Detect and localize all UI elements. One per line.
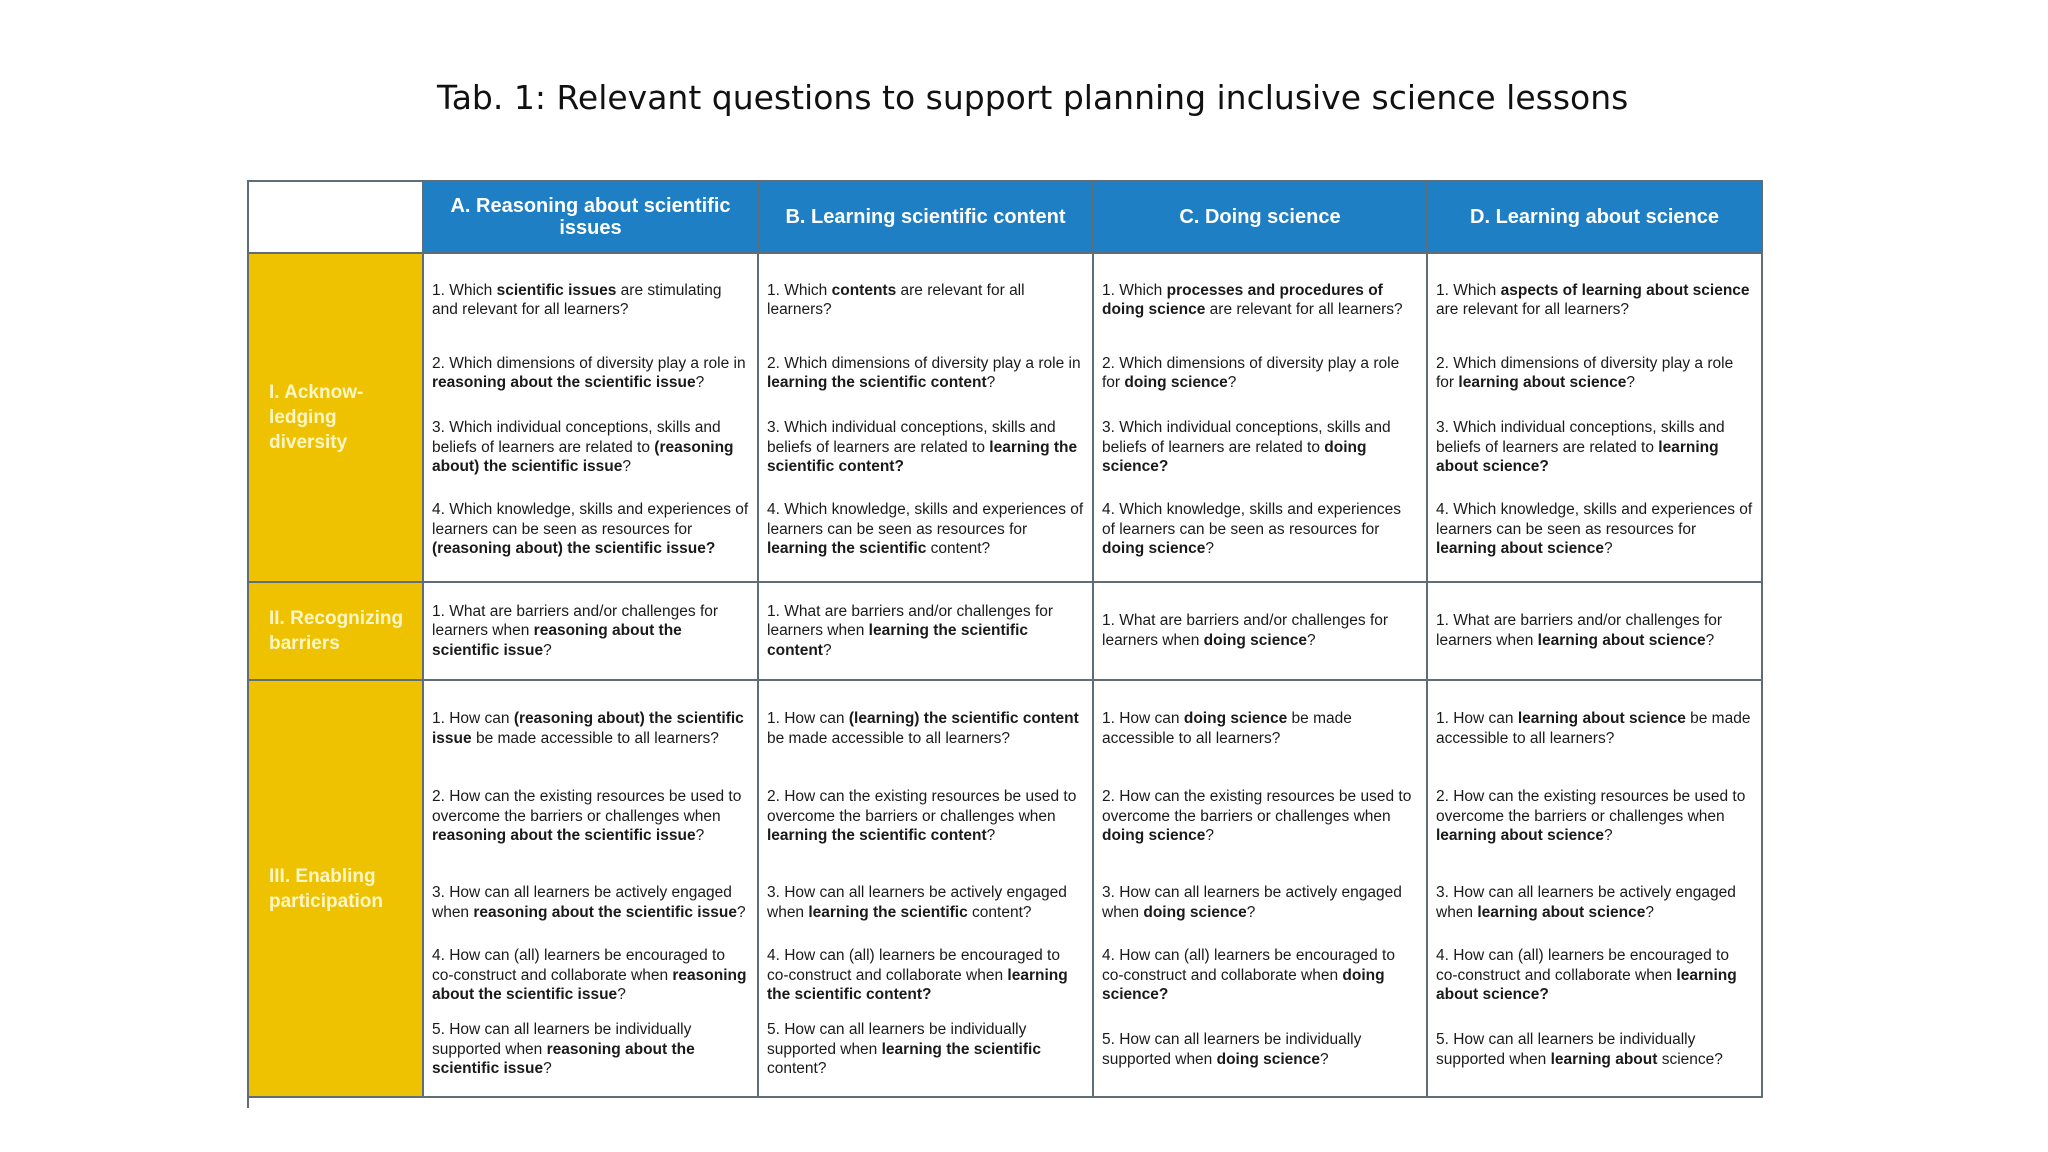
- question-emphasis: aspects of learning about science: [1500, 281, 1750, 299]
- question-item: [1436, 262, 1753, 338]
- question-text: content?: [767, 1060, 827, 1078]
- question-text: 2. How can the existing resources be used to overcome the barriers or challenges when: [1436, 788, 1746, 825]
- question-text: ?: [1603, 827, 1613, 845]
- question-cell: [423, 582, 758, 681]
- question-text: ?: [1645, 903, 1654, 921]
- question-text: 3. Which individual conceptions, skills and beliefs of learners are related to: [1436, 419, 1725, 456]
- question-item: [1436, 408, 1753, 486]
- table-row-recognizing-barriers: [248, 582, 1762, 681]
- question-text: ?: [1205, 540, 1214, 558]
- question-text: 3. How can all learners be actively engaged when: [432, 884, 732, 921]
- table-edge-mark: [247, 1098, 249, 1108]
- question-text: 1. How can: [1102, 710, 1184, 728]
- question-text: 5. How can all learners be individually supported when: [1436, 1031, 1696, 1068]
- question-text: 2. Which dimensions of diversity play a role in: [432, 354, 746, 372]
- question-text: ?: [822, 641, 832, 659]
- question-item: [1436, 767, 1753, 867]
- question-cell: [1427, 582, 1762, 681]
- question-item: [432, 1013, 749, 1087]
- question-emphasis: learning about science: [1436, 827, 1604, 845]
- question-text: 1. What are barriers and/or challenges for learners when: [432, 602, 719, 640]
- question-text: 3. Which individual conceptions, skills and beliefs of learners are related to: [767, 419, 1056, 456]
- question-emphasis: doing science: [1102, 540, 1206, 558]
- question-item: [767, 939, 1084, 1013]
- question-item: [1436, 867, 1753, 939]
- question-text: content?: [926, 540, 991, 558]
- question-text: ?: [1307, 631, 1316, 649]
- question-emphasis: doing science: [1216, 1050, 1320, 1068]
- question-text: ?: [622, 458, 631, 476]
- question-text: ?: [543, 1060, 552, 1078]
- question-text: ?: [695, 374, 705, 392]
- question-text: 4. How can (all) learners be encouraged to co-construct and collaborate when: [767, 947, 1060, 984]
- question-item: [1102, 262, 1418, 338]
- table-body: [248, 253, 1762, 1097]
- question-text: 5. How can all learners be individually supported when: [1102, 1031, 1362, 1068]
- question-emphasis: learning the scientific: [881, 1040, 1041, 1058]
- question-item: [767, 691, 1084, 767]
- question-text: are relevant for all learners?: [1436, 301, 1629, 319]
- question-text: 1. Which: [1436, 281, 1501, 299]
- question-cell: [758, 680, 1093, 1097]
- question-cell: [1427, 680, 1762, 1097]
- question-emphasis: learning the scientific: [767, 540, 927, 558]
- question-item: [767, 767, 1084, 867]
- question-item: [1436, 1013, 1753, 1087]
- question-item: [1436, 588, 1753, 674]
- question-item: [432, 262, 749, 338]
- question-emphasis: doing science: [1183, 710, 1288, 728]
- question-emphasis: doing science?: [1102, 966, 1385, 1004]
- question-emphasis: reasoning about the scientific issue: [473, 903, 737, 921]
- column-header-b: B. Learning scientific content: [758, 181, 1093, 253]
- question-text: 3. How can all learners be actively engaged when: [1436, 884, 1736, 921]
- question-emphasis: learning the scientific content: [767, 622, 1029, 659]
- question-text: ?: [1603, 540, 1613, 558]
- question-text: 1. What are barriers and/or challenges for learners when: [1102, 612, 1389, 649]
- question-text: ?: [695, 827, 705, 845]
- question-cell: [423, 253, 758, 582]
- question-item: [1102, 1013, 1418, 1087]
- question-item: [767, 408, 1084, 486]
- question-item: [432, 691, 749, 767]
- question-text: 2. How can the existing resources be used to overcome the barriers or challenges when: [1102, 788, 1412, 825]
- question-text: 2. How can the existing resources be used to overcome the barriers or challenges when: [432, 788, 742, 825]
- question-text: ?: [1205, 827, 1214, 845]
- corner-cell: [248, 181, 423, 253]
- question-emphasis: learning about science: [1517, 710, 1686, 728]
- question-text: ?: [1626, 374, 1635, 392]
- question-item: [1436, 486, 1753, 572]
- question-emphasis: learning about science: [1436, 540, 1604, 558]
- question-emphasis: reasoning about the scientific issue: [432, 966, 747, 1004]
- question-text: ?: [1319, 1050, 1329, 1068]
- question-text: 3. How can all learners be actively engaged when: [767, 884, 1067, 921]
- page-title: Tab. 1: Relevant questions to support planning inclusive science lessons: [437, 78, 1629, 117]
- question-text: 4. Which knowledge, skills and experiences of learners can be seen as resources for: [1436, 501, 1753, 538]
- question-emphasis: contents: [831, 281, 897, 299]
- question-text: are relevant for all learners?: [1205, 301, 1403, 319]
- question-emphasis: scientific issues: [496, 281, 617, 299]
- question-cell: [1093, 253, 1427, 582]
- question-text: ?: [1705, 631, 1715, 649]
- question-emphasis: reasoning about the scientific issue: [432, 374, 696, 392]
- question-text: 4. How can (all) learners be encouraged to co-construct and collaborate when: [432, 947, 725, 984]
- question-text: 1. Which: [432, 281, 497, 299]
- question-emphasis: (reasoning about) the scientific issue: [432, 438, 734, 476]
- question-text: 4. How can (all) learners be encouraged to co-construct and collaborate when: [1102, 947, 1395, 984]
- question-item: [1102, 939, 1418, 1013]
- question-item: [767, 262, 1084, 338]
- question-text: science?: [1657, 1050, 1723, 1068]
- question-text: 1. What are barriers and/or challenges for learners when: [767, 602, 1054, 640]
- question-text: 3. How can all learners be actively engaged when: [1102, 884, 1402, 921]
- row-header-enabling-participation: III. Enabling participation: [248, 680, 423, 1097]
- question-item: [1102, 408, 1418, 486]
- question-item: [1436, 338, 1753, 408]
- question-item: [767, 867, 1084, 939]
- question-text: content?: [967, 903, 1032, 921]
- question-emphasis: learning the scientific content: [767, 827, 987, 845]
- question-emphasis: learning about science: [1458, 374, 1627, 392]
- question-emphasis: learning the scientific content: [767, 374, 987, 392]
- question-text: 1. Which: [767, 281, 832, 299]
- question-text: be made accessible to all learners?: [767, 729, 1010, 747]
- question-cell: [1093, 680, 1427, 1097]
- question-text: 3. Which individual conceptions, skills and beliefs of learners are related to: [1102, 419, 1391, 456]
- question-item: [432, 408, 749, 486]
- question-text: ?: [1246, 903, 1256, 921]
- question-emphasis: doing science: [1203, 631, 1308, 649]
- question-text: be made accessible to all learners?: [471, 729, 719, 747]
- question-emphasis: doing science?: [1102, 438, 1367, 476]
- questions-table: [247, 180, 1763, 1098]
- question-item: [767, 588, 1084, 674]
- question-cell: [758, 582, 1093, 681]
- question-emphasis: learning about science: [1477, 903, 1646, 921]
- question-emphasis: reasoning about the scientific issue: [432, 622, 682, 659]
- question-emphasis: doing science: [1143, 903, 1247, 921]
- column-header-a: A. Reasoning about scientific issues: [423, 181, 758, 253]
- question-text: 2. Which dimensions of diversity play a role for: [1102, 354, 1400, 392]
- table-row-acknowledging-diversity: [248, 253, 1762, 582]
- question-text: are stimulating and relevant for all learners?: [432, 281, 722, 319]
- question-item: [1102, 867, 1418, 939]
- question-emphasis: (reasoning about) the scientific issue: [432, 710, 744, 747]
- row-header-acknowledging-diversity: I. Acknow-ledging diversity: [248, 253, 423, 582]
- question-text: 1. How can: [432, 710, 514, 728]
- question-item: [767, 338, 1084, 408]
- question-emphasis: learning about: [1550, 1050, 1658, 1068]
- question-item: [767, 1013, 1084, 1087]
- question-emphasis: learning about science?: [1436, 438, 1719, 476]
- question-item: [1102, 588, 1418, 674]
- question-item: [767, 486, 1084, 572]
- question-text: 3. Which individual conceptions, skills and beliefs of learners are related to: [432, 419, 721, 456]
- question-emphasis: learning the scientific content?: [767, 966, 1068, 1004]
- question-item: [1102, 338, 1418, 408]
- question-item: [432, 867, 749, 939]
- question-text: ?: [736, 903, 746, 921]
- question-item: [1102, 486, 1418, 572]
- question-item: [432, 588, 749, 674]
- header-row: [248, 181, 1762, 253]
- question-emphasis: doing science: [1124, 374, 1228, 392]
- question-item: [432, 767, 749, 867]
- question-item: [1436, 939, 1753, 1013]
- question-text: 4. How can (all) learners be encouraged to co-construct and collaborate when: [1436, 947, 1729, 984]
- question-text: 5. How can all learners be individually supported when: [767, 1021, 1027, 1058]
- question-cell: [1427, 253, 1762, 582]
- question-item: [432, 338, 749, 408]
- question-text: ?: [986, 827, 996, 845]
- question-emphasis: (reasoning about) the scientific issue?: [432, 540, 716, 558]
- question-emphasis: learning the scientific: [808, 903, 968, 921]
- question-emphasis: learning the scientific content?: [767, 438, 1078, 476]
- question-text: are relevant for all learners?: [767, 281, 1025, 319]
- question-emphasis: doing science: [1102, 827, 1206, 845]
- column-header-c: C. Doing science: [1093, 181, 1427, 253]
- question-item: [1102, 691, 1418, 767]
- question-item: [432, 486, 749, 572]
- question-text: 4. Which knowledge, skills and experiences of learners can be seen as resources for: [767, 501, 1084, 538]
- question-text: be made accessible to all learners?: [1436, 710, 1751, 747]
- question-emphasis: reasoning about the scientific issue: [432, 827, 696, 845]
- question-text: 2. Which dimensions of diversity play a role in: [767, 354, 1081, 372]
- question-text: 4. Which knowledge, skills and experiences of learners can be seen as resources for: [432, 501, 749, 538]
- question-text: be made accessible to all learners?: [1102, 710, 1352, 747]
- question-item: [1102, 767, 1418, 867]
- table-row-enabling-participation: [248, 680, 1762, 1097]
- question-text: 2. How can the existing resources be used to overcome the barriers or challenges when: [767, 788, 1077, 825]
- question-text: ?: [1227, 374, 1237, 392]
- question-text: ?: [543, 641, 552, 659]
- question-text: 1. What are barriers and/or challenges for learners when: [1436, 612, 1723, 649]
- question-text: ?: [617, 986, 626, 1004]
- question-emphasis: learning about science: [1537, 631, 1706, 649]
- question-cell: [758, 253, 1093, 582]
- question-text: 1. How can: [767, 710, 849, 728]
- question-text: 1. Which: [1102, 281, 1167, 299]
- question-emphasis: (learning) the scientific content: [848, 710, 1079, 728]
- column-header-d: D. Learning about science: [1427, 181, 1762, 253]
- row-header-recognizing-barriers: II. Recognizing barriers: [248, 582, 423, 681]
- question-emphasis: processes and procedures of doing science: [1102, 281, 1383, 319]
- question-cell: [1093, 582, 1427, 681]
- question-item: [1436, 691, 1753, 767]
- question-text: 4. Which knowledge, skills and experiences of learners can be seen as resources for: [1102, 501, 1401, 538]
- question-item: [432, 939, 749, 1013]
- question-emphasis: learning about science?: [1436, 966, 1737, 1004]
- question-text: 2. Which dimensions of diversity play a role for: [1436, 354, 1734, 392]
- question-emphasis: reasoning about the scientific issue: [432, 1040, 695, 1078]
- question-text: ?: [986, 374, 996, 392]
- question-text: 5. How can all learners be individually supported when: [432, 1021, 692, 1058]
- question-text: 1. How can: [1436, 710, 1518, 728]
- question-cell: [423, 680, 758, 1097]
